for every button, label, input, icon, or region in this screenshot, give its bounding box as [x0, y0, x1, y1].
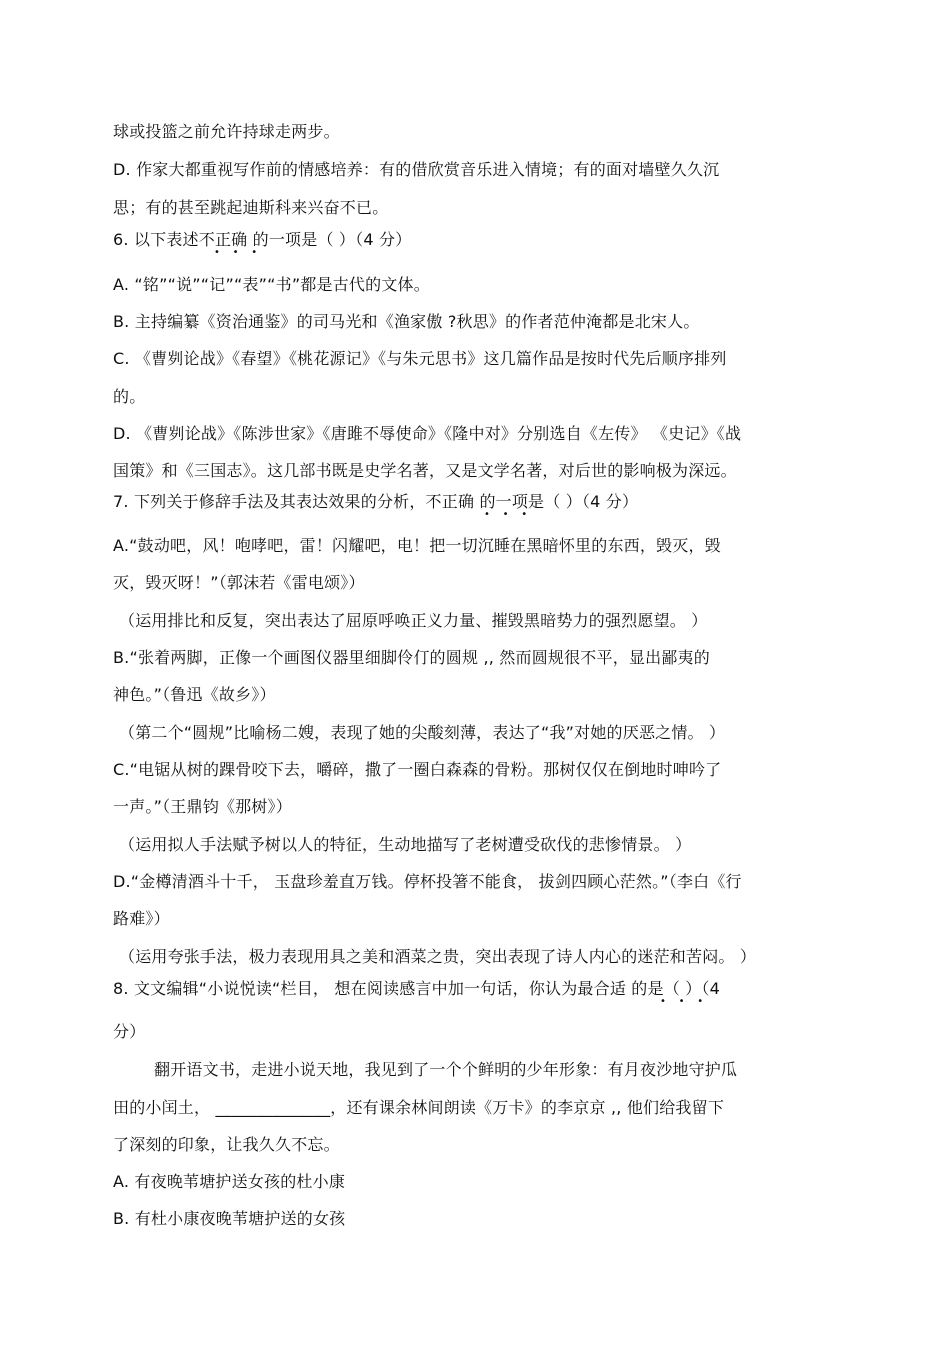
q7-option-c-line-1: C.“电锯从树的踝骨咬下去，嚼碎，撒了一圈白森森的骨粉。那树仅仅在倒地时呻吟了 — [113, 760, 722, 779]
q6-option-a: A. “铭”“说”“记”“表”“书”都是古代的文体。 — [113, 275, 430, 294]
q7-option-a-line-2: 灭，毁灭呀！”（郭沫若《雷电颂》） — [113, 573, 365, 592]
q7-option-d-analysis: （运用夸张手法，极力表现用具之美和酒菜之贵，突出表现了诗人内心的迷茫和苦闷。 ） — [119, 947, 757, 966]
question-8-stem-cont: 分） — [113, 1022, 146, 1041]
q7-option-a-line-1: A.“鼓动吧，风！咆哮吧，雷！闪耀吧，电！把一切沉睡在黑暗怀里的东西，毁灭，毁 — [113, 536, 721, 555]
emphasis-dots: • • • — [660, 996, 704, 1007]
passage-line-2: 田的小闰土， ______________，还有课余林间朗读《万卡》的李京京 ,, 他们给我留下 — [113, 1098, 725, 1117]
q6-option-b: B. 主持编纂《资治通鉴》的司马光和《渔家傲 ?秋思》的作者范仲淹都是北宋人。 — [113, 312, 700, 331]
q7-option-b-line-2: 神色。”（鲁迅《故乡》） — [113, 685, 276, 704]
q6-option-d-line-1: D. 《曹刿论战》《陈涉世家》《唐雎不辱使命》《隆中对》分别选自《左传》 《史记》《战 — [113, 424, 742, 443]
question-8-stem: 8. 文文编辑“小说悦读“栏目， 想在阅读感言中加一句话，你认为最合适 的是（ ）（4 — [113, 979, 720, 998]
q7-option-b-analysis: （第二个“圆规”比喻杨二嫂，表现了她的尖酸刻薄，表达了“我”对她的厌恶之情。 ） — [119, 723, 726, 742]
q7-option-d-line-1: D.“金樽清酒斗十千， 玉盘珍羞直万钱。停杯投箸不能食， 拔剑四顾心茫然。”（李白《行 — [113, 872, 742, 891]
question-6-stem: 6. 以下表述不正确 的一项是（ ）（4 分） — [113, 230, 412, 249]
q7-option-b-line-1: B.“张着两脚，正像一个画图仪器里细脚伶仃的圆规 ,, 然而圆规很不平，显出鄙夷的 — [113, 648, 710, 667]
q7-option-c-analysis: （运用拟人手法赋予树以人的特征，生动地描写了老树遭受砍伐的悲惨情景。 ） — [119, 835, 692, 854]
emphasis-dots: • • • — [484, 509, 528, 520]
passage-line-1: 翻开语文书，走进小说天地，我见到了一个个鲜明的少年形象：有月夜沙地守护瓜 — [154, 1060, 738, 1079]
passage-line-3: 了深刻的印象，让我久久不忘。 — [113, 1135, 340, 1154]
option-d-line-1: D. 作家大都重视写作前的情感培养：有的借欣赏音乐进入情境；有的面对墙壁久久沉 — [113, 160, 720, 179]
q8-option-a: A. 有夜晚苇塘护送女孩的杜小康 — [113, 1172, 346, 1191]
q7-option-a-analysis: （运用排比和反复，突出表达了屈原呼唤正义力量、摧毁黑暗势力的强烈愿望。 ） — [119, 611, 708, 630]
option-d-line-2: 思；有的甚至跳起迪斯科来兴奋不已。 — [113, 198, 389, 217]
emphasis-dots: • • • — [214, 247, 258, 258]
q6-option-c-line-2: 的。 — [113, 387, 146, 406]
question-7-stem: 7. 下列关于修辞手法及其表达效果的分析，不正确 的一项是（ ）（4 分） — [113, 492, 639, 511]
text-line: 球或投篮之前允许持球走两步。 — [113, 122, 340, 141]
q7-option-d-line-2: 路难》） — [113, 909, 170, 928]
q6-option-c-line-1: C. 《曹刿论战》《春望》《桃花源记》《与朱元思书》这几篇作品是按时代先后顺序排列 — [113, 349, 727, 368]
q7-option-c-line-2: 一声。”（王鼎钧《那树》） — [113, 797, 292, 816]
q6-option-d-line-2: 国策》和《三国志》。这几部书既是史学名著，又是文学名著，对后世的影响极为深远。 — [113, 461, 737, 480]
q8-option-b: B. 有杜小康夜晚苇塘护送的女孩 — [113, 1209, 346, 1228]
